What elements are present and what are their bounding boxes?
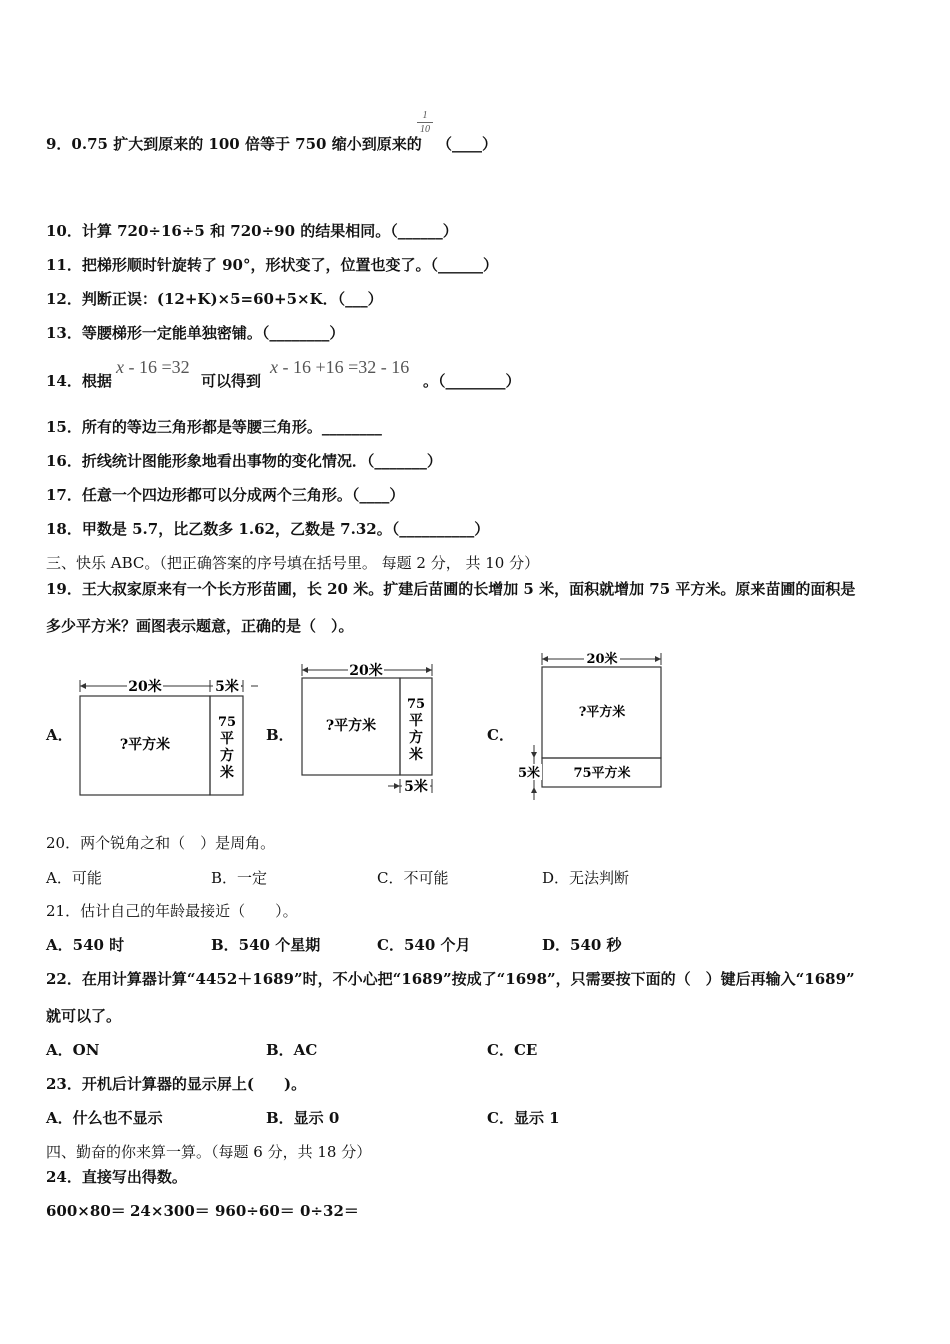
option-a-label[interactable]: A． [46, 726, 73, 744]
figure-c [512, 645, 672, 805]
figure-b [296, 656, 466, 796]
dim-label-5: 5米 [215, 679, 239, 695]
q21-option-b[interactable]: B．540 个星期 [211, 936, 321, 954]
q22-option-b[interactable]: B．AC [266, 1041, 318, 1059]
dim-label-5: 5米 [517, 766, 541, 781]
q20-option-d[interactable]: D．无法判断 [542, 869, 630, 887]
equation-2-rest: - 16 +16 =32 - 16 [282, 357, 410, 377]
question-9-blank[interactable]: （____） [437, 135, 498, 153]
equation-2-var: x [270, 357, 278, 377]
equation-1-var: x [116, 357, 124, 377]
question-13: 13．等腰梯形一定能单独密铺。（________） [46, 324, 345, 342]
arrow-up [531, 787, 537, 793]
arrow-down [531, 752, 537, 758]
question-12: 12．判断正误：(12+K)×5=60+5×K．（___） [46, 290, 383, 308]
question-16: 16．折线统计图能形象地看出事物的变化情况．（_______） [46, 452, 442, 470]
dim-label-20: 20米 [349, 663, 383, 679]
question-14-suffix: 。（________） [423, 372, 521, 390]
figure-a [75, 672, 265, 802]
ext-label-3: 方 [409, 730, 423, 746]
question-9-text: 9．0.75 扩大到原来的 100 倍等于 750 缩小到原来的 [46, 135, 422, 153]
option-c-label[interactable]: C． [487, 726, 514, 744]
dim-label-20: 20米 [586, 652, 618, 667]
calc-item-1: 600×80＝ [46, 1202, 126, 1220]
area-unknown: ?平方米 [119, 737, 171, 753]
calc-item-4: 0÷32＝ [300, 1202, 359, 1220]
area-75: 75平方米 [573, 766, 631, 781]
calc-item-3: 960÷60＝ [215, 1202, 295, 1220]
ext-label-1: 75 [406, 697, 426, 712]
question-10: 10．计算 720÷16÷5 和 720÷90 的结果相同。（______） [46, 222, 458, 240]
question-14-prefix: 14．根据 [46, 372, 112, 390]
ext-label-4: 米 [409, 747, 423, 763]
q20-option-a[interactable]: A．可能 [46, 869, 102, 887]
fraction-one-tenth [417, 110, 433, 135]
question-22-line1: 22．在用计算器计算“4452＋1689”时，不小心把“1689”按成了“1698”，只需要按下面的（ ）键后再输入“1689” [46, 970, 855, 988]
ext-label-1: 75 [217, 715, 237, 730]
q22-option-a[interactable]: A．ON [46, 1041, 100, 1059]
q22-option-c[interactable]: C．CE [487, 1041, 538, 1059]
arrow-right [426, 667, 432, 673]
question-19-line1: 19．王大叔家原来有一个长方形苗圃，长 20 米。扩建后苗圃的长增加 5 米，面积就增加 75 平方米。原来苗圃的面积是 [46, 580, 856, 598]
question-19-line2: 多少平方米？画图表示题意，正确的是（ ）。 [46, 617, 354, 635]
option-b-label[interactable]: B． [266, 726, 294, 744]
fraction-denominator: 10 [420, 124, 430, 135]
question-14-mid: 可以得到 [201, 372, 262, 390]
question-9 [46, 134, 422, 154]
ext-label-4: 米 [220, 765, 234, 781]
q20-option-b[interactable]: B．一定 [211, 869, 268, 887]
question-24: 24．直接写出得数。 [46, 1168, 187, 1186]
q23-option-b[interactable]: B．显示 0 [266, 1109, 340, 1127]
q21-option-d[interactable]: D．540 秒 [542, 936, 622, 954]
question-11: 11．把梯形顺时针旋转了 90°，形状变了，位置也变了。（______） [46, 256, 498, 274]
q23-option-a[interactable]: A．什么也不显示 [46, 1109, 163, 1127]
dim-label-5: 5米 [404, 779, 428, 795]
question-21: 21．估计自己的年龄最接近（ ）。 [46, 902, 298, 920]
q21-option-a[interactable]: A．540 时 [46, 936, 125, 954]
question-15: 15．所有的等边三角形都是等腰三角形。________ [46, 418, 382, 436]
arrow-left [302, 667, 308, 673]
q23-option-c[interactable]: C．显示 1 [487, 1109, 560, 1127]
ext-label-2: 平 [409, 713, 423, 729]
arrow-left [542, 656, 548, 662]
fraction-numerator: 1 [422, 110, 428, 121]
section-3-heading: 三、快乐 ABC。（把正确答案的序号填在括号里。 每题 2 分， 共 10 分） [46, 554, 540, 572]
equation-1 [116, 357, 190, 378]
equation-2 [270, 357, 409, 378]
question-17: 17．任意一个四边形都可以分成两个三角形。（____） [46, 486, 405, 504]
question-23: 23．开机后计算器的显示屏上( )。 [46, 1075, 307, 1093]
arrow-left [80, 683, 86, 689]
section-4-heading: 四、勤奋的你来算一算。（每题 6 分，共 18 分） [46, 1143, 372, 1161]
dim-label-20: 20米 [128, 679, 162, 695]
arrow-right [655, 656, 661, 662]
arrow-5-right [394, 783, 400, 789]
area-unknown: ?平方米 [578, 705, 626, 720]
q20-option-c[interactable]: C．不可能 [377, 869, 449, 887]
ext-label-3: 方 [220, 748, 234, 764]
area-unknown: ?平方米 [325, 718, 377, 734]
ext-label-2: 平 [220, 731, 234, 747]
equation-1-rest: - 16 =32 [128, 357, 190, 377]
calc-item-2: 24×300＝ [130, 1202, 210, 1220]
q21-option-c[interactable]: C．540 个月 [377, 936, 471, 954]
question-18: 18．甲数是 5.7，比乙数多 1.62，乙数是 7.32。（__________） [46, 520, 490, 538]
question-22-line2: 就可以了。 [46, 1007, 122, 1025]
question-20: 20．两个锐角之和（ ）是周角。 [46, 834, 276, 852]
